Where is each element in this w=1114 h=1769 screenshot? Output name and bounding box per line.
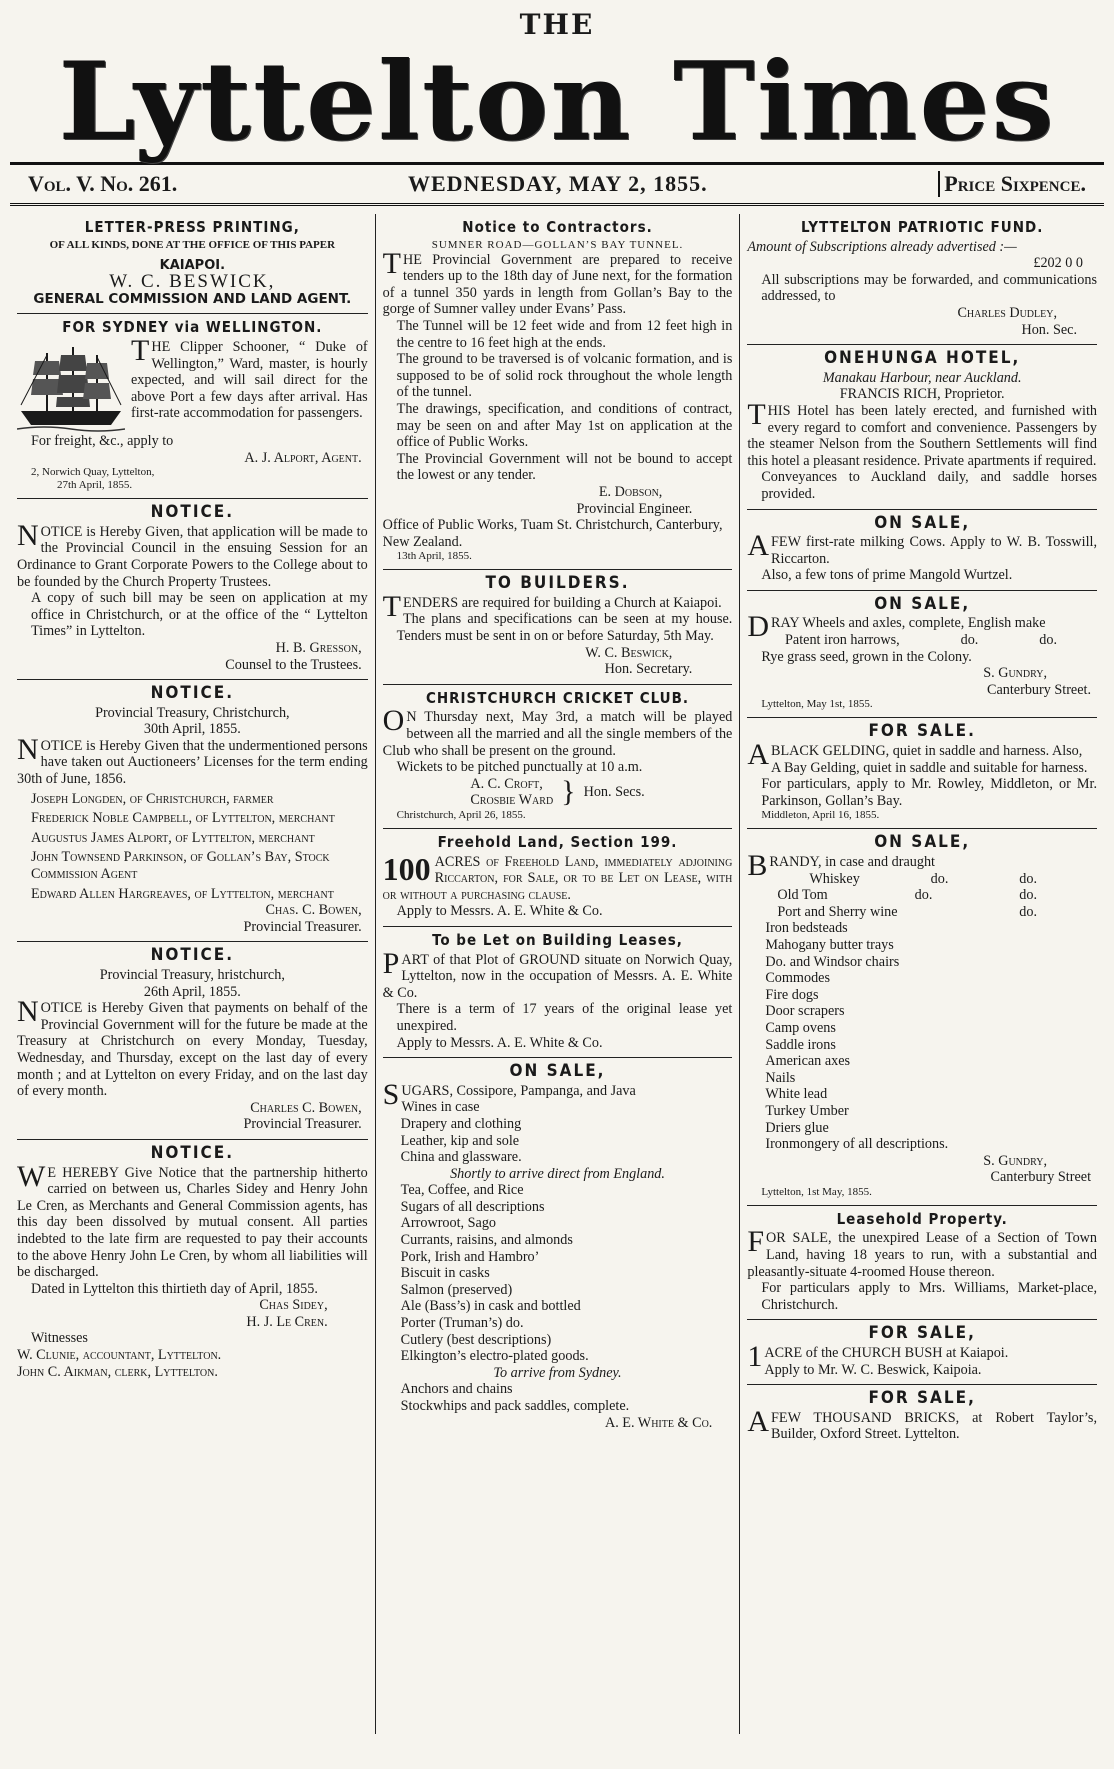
ad-notice-auctioneers	[17, 680, 368, 942]
ad-witnesses: Witnesses	[31, 1330, 88, 1347]
ad-builders	[383, 570, 733, 685]
ad-body-5: The Provincial Government will not be bound to accept the lowest or any tender.	[396, 450, 733, 484]
ad-heading: ONEHUNGA HOTEL,	[824, 348, 1021, 369]
list-item: Camp ovens	[765, 1019, 836, 1036]
drop-cap: N	[17, 995, 39, 1029]
ad-date: Christchurch, April 26, 1855.	[396, 809, 526, 821]
dateline	[28, 165, 1086, 203]
ad-date: 26th April, 1855.	[143, 983, 241, 1000]
ad-heading: Freehold Land, Section 199.	[437, 833, 678, 851]
list-item: Ironmongery of all descriptions.	[765, 1136, 949, 1153]
drop-cap: A	[747, 1404, 770, 1438]
list-item: Pork, Irish and Hambro’	[400, 1248, 540, 1265]
ad-body-2: Wickets to be pitched punctually at 10 a.m.	[396, 759, 643, 776]
drop-cap: D	[747, 610, 770, 644]
list-item: Biscuit in casks	[400, 1265, 490, 1282]
ad-heading: FOR SYDNEY via WELLINGTON.	[62, 318, 323, 337]
ad-body: All subscriptions may be forwarded, and communications addressed, to	[761, 271, 1098, 305]
ad-body-2: The plans and specifications can be seen at my house. Tenders must be sent in on or before Saturday, 5th May.	[396, 611, 733, 645]
ad-body-3: The ground to be traversed is of volcanic formation, and is supposed to be of solid rock throughout the whole length of the tunnel.	[396, 351, 733, 401]
dateline-rule	[10, 203, 1104, 210]
list-item-do-2: do.	[1019, 870, 1038, 887]
beswick-role: GENERAL COMMISSION AND LAND AGENT.	[33, 290, 352, 307]
ad-address: 2, Norwich Quay, Lyttelton,	[31, 466, 155, 479]
list-item: Turkey Umber	[765, 1102, 849, 1119]
list-item: Sugars of all descriptions	[400, 1198, 545, 1215]
ad-body: ACRE of the CHURCH BUSH at Kaiapoi.	[764, 1345, 1009, 1362]
ad-witness-1: W. Clunie, accountant, Lyttelton.	[17, 1347, 222, 1364]
ad-heading: Notice to Contractors.	[462, 218, 653, 236]
ad-signature-title: Hon. Secs.	[583, 784, 645, 801]
column-1	[10, 214, 375, 1734]
ad-place: Manakau Harbour, near Auckland.	[822, 369, 1022, 386]
ad-subheading-2: To arrive from Sydney.	[493, 1364, 622, 1381]
ad-signature: A. E. White & Co.	[604, 1414, 713, 1431]
list-item: Iron bedsteads	[765, 920, 848, 937]
ad-signature: A. J. Alport, Agent.	[244, 449, 362, 466]
list-item: Port and Sherry wine	[777, 903, 898, 920]
masthead-title: Lyttelton Times	[58, 39, 1056, 165]
ad-signature-title: Provincial Engineer.	[576, 500, 693, 517]
volume-number: Vol. V. No. 261.	[28, 171, 178, 196]
ad-signature-title: Provincial Treasurer.	[243, 918, 362, 935]
ad-signature: H. B. Gresson,	[275, 639, 362, 656]
ad-date: Middleton, April 16, 1855.	[761, 809, 880, 822]
ad-body-2: There is a term of 17 years of the original lease yet unexpired.	[396, 1001, 733, 1034]
list-item: Door scrapers	[765, 1003, 845, 1020]
list-item: Stockwhips and pack saddles, complete.	[400, 1398, 630, 1414]
list-item: Arrowroot, Sago	[400, 1215, 497, 1232]
ad-heading: ON SALE,	[874, 832, 971, 853]
ad-heading: Leasehold Property.	[836, 1209, 1008, 1228]
ad-body-2: A copy of such bill may be seen on application at my office in Christchurch, or at the office of the “ Lyttelton Times” in Lyttelton.	[31, 590, 368, 640]
ad-body: N Thursday next, May 3rd, a match will be played between all the married and all the single members of the Club who shall be present on the ground.	[382, 709, 733, 759]
list-item: Ale (Bass’s) in cask and bottled	[400, 1298, 581, 1315]
ad-contractors	[383, 214, 733, 570]
issue-date: WEDNESDAY, MAY 2, 1855.	[407, 171, 708, 196]
list-item-do-2: do.	[1019, 887, 1038, 904]
masthead-the: THE	[519, 8, 595, 41]
ad-heading: TO BUILDERS.	[485, 573, 630, 594]
ad-subheading: Shortly to arrive direct from England.	[450, 1165, 665, 1182]
column-2	[375, 214, 740, 1734]
ad-body: ART of that Plot of GROUND situate on Norwich Quay, Lyttelton, now in the occupation of Messrs. A. E. White & Co.	[382, 951, 733, 1001]
ad-heading: FOR SALE,	[868, 1388, 976, 1409]
drop-cap: O	[382, 704, 405, 738]
list-item: Mahogany butter trays	[765, 936, 894, 953]
ad-signature: S. Gundry,	[983, 665, 1048, 682]
columns	[10, 214, 1104, 1734]
list-item: Commodes	[765, 970, 830, 987]
list-item: Old Tom	[777, 887, 828, 904]
list-item: Cutlery (best descriptions)	[400, 1331, 552, 1348]
ad-body: E HEREBY Give Notice that the partnership hitherto carried on between us, Charles Sidey and Henry John Le Cren, as Merchants and General Commission agents, has this day been dissolved by mutual consent. All parties indebted to the late firm are requested to pay their accounts to the above Henry John Le Cren, by whom all liabilities will be discharged.	[17, 1164, 368, 1281]
drop-cap: 1	[747, 1340, 763, 1374]
ad-office: Office of Public Works, Tuam St. Christchurch, Canterbury, New Zealand.	[382, 517, 723, 550]
ad-body: RANDY, in case and draught	[769, 854, 935, 870]
ad-leasehold	[747, 1206, 1097, 1321]
ad-onehunga-hotel	[747, 345, 1097, 509]
drop-cap: A	[747, 529, 770, 563]
drop-cap: A	[747, 738, 770, 772]
list-item: Augustus James Alport, of Lyttelton, merchant	[31, 829, 315, 846]
drop-cap: W	[17, 1159, 46, 1193]
ad-patriotic-fund	[747, 214, 1097, 345]
ad-body: OTICE is Hereby Given that payments on behalf of the Provincial Government will for the future be made at the Treasury at Christchurch on every Monday, Tuesday, Wednesday, and Thursday, except on the last day of every month ; and at Lyttelton on every Friday, and on the last day of every month.	[17, 1000, 368, 1100]
ad-heading: LYTTELTON PATRIOTIC FUND.	[801, 218, 1044, 236]
ad-notice-college	[17, 499, 368, 680]
ad-signature-2: Crosbie Ward	[470, 792, 554, 809]
beswick-place: KAIAPOI.	[159, 257, 226, 273]
list-item-do-2: do.	[1039, 632, 1057, 649]
drop-cap: S	[382, 1077, 400, 1111]
list-item-do: do.	[930, 870, 949, 887]
ad-freehold	[383, 829, 733, 927]
ad-body-2: A Bay Gelding, quiet in saddle and suitable for harness.	[771, 759, 1088, 776]
ad-signature: Charles Dudley,	[957, 304, 1058, 321]
ad-bricks	[747, 1385, 1097, 1449]
ad-cricket	[383, 685, 733, 829]
ad-heading: FOR SALE.	[868, 721, 976, 742]
ad-heading: NOTICE.	[150, 1142, 235, 1163]
masthead	[0, 0, 1114, 165]
ad-body: HE Clipper Schooner, “ Duke of Wellington,” Ward, master, is hourly expected, and will sail direct for the above Port a few days after arrival. Has first-rate accommodation for passengers.	[131, 338, 368, 422]
ad-body: HIS Hotel has been lately erected, and furnished with every regard to comfort and convenience. Passengers by the steamer Nelson from the Southern Settlements will find this hotel a pleasant residence. Private apartments if required.	[747, 402, 1098, 469]
ad-apply: Apply to Messrs. A. E. White & Co.	[396, 1034, 603, 1051]
ad-heading: ON SALE,	[874, 512, 971, 533]
list-item: John Townsend Parkinson, of Gollan’s Bay, Stock Commission Agent	[31, 849, 330, 883]
ad-heading: LETTER-PRESS PRINTING,	[84, 218, 300, 236]
list-item: Salmon (preserved)	[400, 1281, 513, 1298]
drop-cap: T	[382, 589, 401, 623]
ad-date: 30th April, 1855.	[143, 721, 241, 738]
ad-body: BLACK GELDING, quiet in saddle and harness. Also,	[771, 743, 1083, 760]
ship-icon	[17, 341, 125, 433]
list-item: Porter (Truman’s) do.	[400, 1315, 524, 1332]
brace-icon: }	[561, 775, 576, 809]
ad-signature: Chas. C. Bowen,	[265, 902, 362, 919]
ad-witness-2: John C. Aikman, clerk, Lyttelton.	[17, 1363, 218, 1380]
list-item: Edward Allen Hargreaves, of Lyttelton, merchant	[31, 885, 334, 902]
ad-body-2: Apply to Mr. W. C. Beswick, Kaipoia.	[764, 1361, 982, 1378]
ad-signature-title: Canterbury Street	[990, 1169, 1092, 1186]
list-item: Elkington’s electro-plated goods.	[400, 1348, 589, 1365]
ad-body-2: Also, a few tons of prime Mangold Wurtzel.	[761, 567, 1013, 584]
ad-signature-title: Counsel to the Trustees.	[225, 656, 362, 673]
list-item: Patent iron harrows,	[785, 632, 900, 649]
list-item: Nails	[765, 1069, 796, 1086]
ad-heading: NOTICE.	[150, 945, 235, 966]
ad-body-2: The Tunnel will be 12 feet wide and from 12 feet high in the centre to 16 feet high at the ends.	[396, 317, 733, 351]
ad-heading: ON SALE,	[509, 1061, 606, 1082]
list-item: Anchors and chains	[400, 1381, 513, 1398]
ad-sydney	[17, 314, 368, 499]
ad-body: ENDERS are required for building a Church at Kaiapoi.	[403, 594, 722, 611]
ad-body-4: The drawings, specification, and conditions of contract, may be seen on and after May 1st on application at the office of Public Works.	[396, 400, 733, 451]
ad-sale-cows	[747, 510, 1097, 591]
list-item: Tea, Coffee, and Rice	[400, 1182, 524, 1199]
drop-cap: T	[382, 246, 401, 280]
list-item: Fire dogs	[765, 986, 819, 1003]
drop-cap: F	[747, 1225, 765, 1259]
ad-on-sale-sugars	[383, 1058, 733, 1437]
list-item: White lead	[765, 1086, 828, 1103]
ad-subheading: OF ALL KINDS, DONE AT THE OFFICE OF THIS PAPER	[49, 238, 336, 251]
ad-body: RAY Wheels and axles, complete, English make	[771, 615, 1046, 632]
ad-body-3: For particulars, apply to Mr. Rowley, Middleton, or Mr. Parkinson, Gollan’s Bay.	[761, 776, 1098, 809]
drop-cap: N	[17, 518, 39, 552]
ad-signature: W. C. Beswick,	[585, 644, 673, 661]
ad-notice-payments	[17, 942, 368, 1140]
ad-date: 13th April, 1855.	[396, 550, 472, 563]
ad-body: FEW first-rate milking Cows. Apply to W. B. Tosswill, Riccarton.	[771, 534, 1098, 567]
ad-apply: Apply to Messrs. A. E. White & Co.	[396, 903, 603, 920]
ad-date: Lyttelton, 1st May, 1855.	[761, 1185, 872, 1198]
ad-signature-title: Hon. Sec.	[1021, 321, 1078, 338]
ad-church-bush	[747, 1320, 1097, 1385]
ad-heading: NOTICE.	[150, 683, 235, 704]
list-item: American axes	[765, 1053, 851, 1070]
ad-body: OTICE is Hereby Given that the undermentioned persons have taken out Auctioneers’ Licenses for the term ending 30th of June, 1856.	[17, 737, 368, 788]
ad-date: Lyttelton, May 1st, 1855.	[761, 698, 873, 711]
ad-body: FEW THOUSAND BRICKS, at Robert Taylor’s, Builder, Oxford Street. Lyttelton.	[771, 1409, 1098, 1443]
ad-signature-2: H. J. Le Cren.	[246, 1313, 328, 1330]
ad-heading: NOTICE.	[150, 502, 235, 523]
ad-notice-partnership	[17, 1140, 368, 1386]
ad-amount-label: Amount of Subscriptions already advertised :—	[747, 238, 1017, 255]
list-item-do: do.	[960, 632, 979, 649]
ad-subheading: SUMNER ROAD—GOLLAN’S BAY TUNNEL.	[431, 238, 684, 251]
ad-heading: ON SALE,	[874, 593, 971, 614]
list-item-do: do.	[1019, 903, 1038, 920]
ad-letterpress	[17, 214, 368, 314]
list-item-do: do.	[914, 887, 933, 904]
list-item: Leather, kip and sole	[400, 1132, 520, 1149]
drop-cap: T	[131, 333, 150, 367]
ad-signature: Chas Sidey,	[259, 1297, 328, 1314]
ad-body-2: Conveyances to Auckland daily, and saddle horses provided.	[761, 469, 1098, 502]
ad-heading: To be Let on Building Leases,	[432, 930, 683, 949]
ad-body: OR SALE, the unexpired Lease of a Section of Town Land, having 18 years to run, with a substantial and pleasantly-situate 4-roomed House thereon.	[747, 1230, 1098, 1280]
list-item: Do. and Windsor chairs	[765, 953, 900, 970]
ad-signature: E. Dobson,	[598, 483, 663, 500]
ad-signature: Charles C. Bowen,	[250, 1099, 362, 1116]
ad-sale-brandy	[747, 829, 1097, 1205]
column-3	[739, 214, 1104, 1734]
ad-body: ACRES of Freehold Land, immediately adjoining Riccarton, for Sale, or to be Let on Lease, with or without a purchasing clause.	[382, 853, 733, 903]
ad-place: Provincial Treasury, Christchurch,	[95, 704, 290, 721]
drop-cap: 100	[382, 850, 431, 887]
ad-signature-title: Hon. Secretary.	[604, 661, 693, 678]
ad-body: HE Provincial Government are prepared to receive tenders up to the 18th day of June next, for the formation of a tunnel 350 yards in length from Gollan’s Bay to the gorge of Sumner valley under Evans’ Pass.	[382, 251, 733, 318]
list-item: Frederick Noble Campbell, of Lyttelton, merchant	[31, 810, 335, 827]
ad-proprietor: FRANCIS RICH, Proprietor.	[839, 386, 1005, 403]
ad-dated: Dated in Lyttelton this thirtieth day of April, 1855.	[31, 1280, 318, 1297]
ad-body-2: For particulars apply to Mrs. Williams, Market-place, Christchurch.	[761, 1280, 1098, 1313]
drop-cap: N	[17, 732, 39, 766]
ad-place: Provincial Treasury, hristchurch,	[99, 967, 285, 983]
ad-sale-gelding	[747, 718, 1097, 829]
ad-body: UGARS, Cossipore, Pampanga, and Java	[401, 1082, 636, 1099]
ad-body: OTICE is Hereby Given, that application will be made to the Provincial Council in the ensuing Session for an Ordinance to Grant Corporate Powers to the College about to be founded by the Church Property Trustees.	[17, 523, 368, 590]
list-item: Whiskey	[809, 870, 860, 887]
ad-signature-title: Canterbury Street.	[987, 681, 1092, 698]
ad-heading: CHRISTCHURCH CRICKET CLUB.	[425, 688, 690, 707]
list-item: Rye grass seed, grown in the Colony.	[761, 648, 972, 665]
ad-freight: For freight, &c., apply to	[31, 432, 174, 449]
ad-sale-dray	[747, 591, 1097, 719]
list-item: Driers glue	[765, 1119, 829, 1136]
ad-heading: FOR SALE,	[868, 1323, 976, 1344]
list-item: Joseph Longden, of Christchurch, farmer	[31, 790, 274, 807]
ad-building-leases	[383, 927, 733, 1058]
price: Price Sixpence.	[938, 171, 1086, 197]
list-item: Wines in case	[401, 1099, 480, 1116]
drop-cap: T	[747, 397, 766, 431]
drop-cap: B	[747, 849, 768, 882]
list-item: China and glassware.	[400, 1149, 522, 1166]
list-item: Currants, raisins, and almonds	[400, 1232, 573, 1249]
ad-signature: S. Gundry,	[983, 1152, 1048, 1169]
ad-signature-title: Provincial Treasurer.	[243, 1116, 362, 1133]
beswick-name: W. C. BESWICK,	[109, 271, 276, 293]
list-item: Saddle irons	[765, 1036, 836, 1053]
list-item: Drapery and clothing	[400, 1115, 522, 1132]
ad-signature: A. C. Croft,	[470, 775, 543, 792]
ad-date: 27th April, 1855.	[57, 479, 133, 492]
drop-cap: P	[382, 946, 400, 980]
ad-amount: £202 0 0	[1033, 255, 1084, 272]
